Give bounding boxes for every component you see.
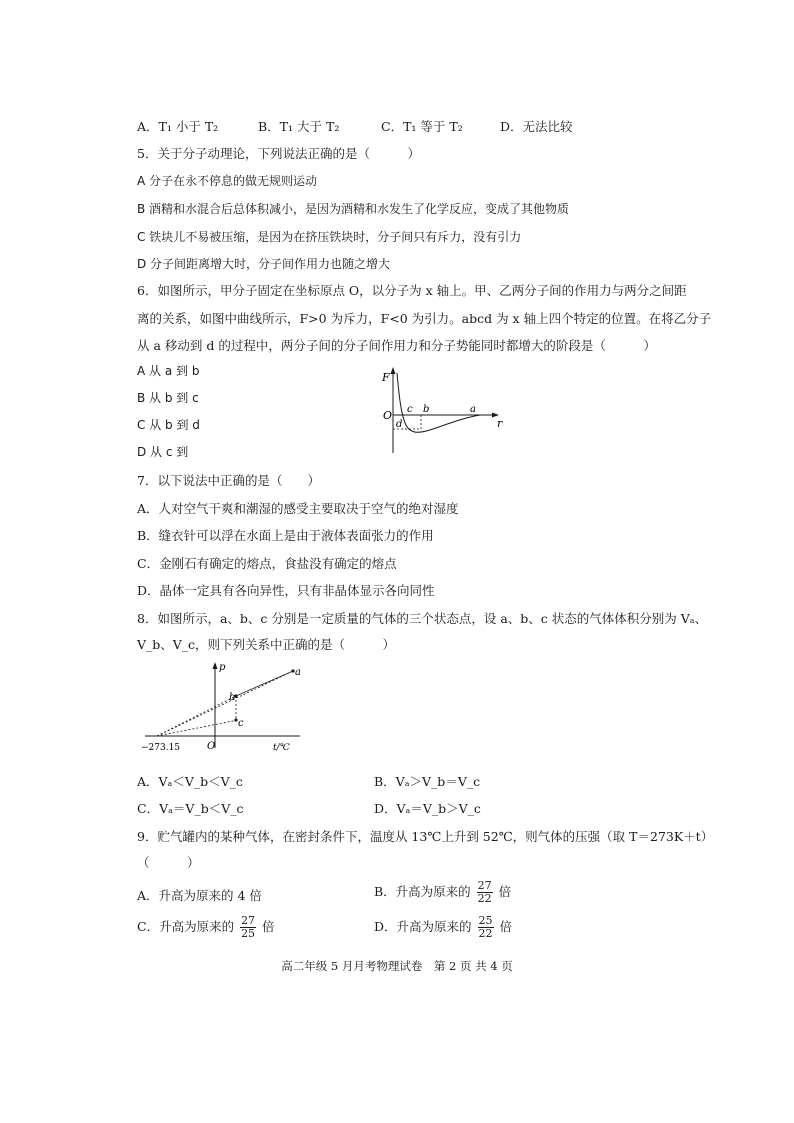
q8-option-a: A．Vₐ＜V_b＜V_c xyxy=(137,774,243,789)
q6-stem-line-2: 离的关系，如图中曲线所示，F>0 为斥力，F<0 为引力。abcd 为 x 轴上四个特定的位置。在将乙分子 xyxy=(137,311,712,326)
q7-stem: 7．以下说法中正确的是（ ） xyxy=(137,473,320,488)
q6-option-a: A 从 a 到 b xyxy=(137,364,200,378)
q6-y-label: F xyxy=(382,371,390,384)
q9-option-b-suffix: 倍 xyxy=(498,884,512,899)
q8-isochore-c xyxy=(157,720,238,736)
q9-option-b-numerator: 27 xyxy=(477,879,492,892)
q8-pressure-temperature-figure xyxy=(135,660,305,755)
q9-option-c-suffix: 倍 xyxy=(262,919,275,934)
q6-force-distance-figure xyxy=(375,365,505,455)
q7-option-d: D．晶体一定具有各向异性，只有非晶体显示各向同性 xyxy=(137,583,435,598)
q9-option-d-suffix: 倍 xyxy=(499,919,513,934)
q8-point-b: b xyxy=(229,692,236,703)
q7-option-b: B．缝衣针可以浮在水面上是由于液体表面张力的作用 xyxy=(137,528,434,543)
page-footer: 高二年级 5 月月考物理试卷 第 2 页 共 4 页 xyxy=(281,959,513,973)
q6-point-d: d xyxy=(396,419,403,430)
q7-option-c: C．金刚石有确定的熔点，食盐没有确定的熔点 xyxy=(137,556,397,571)
q8-point-c: c xyxy=(238,718,244,729)
q9-option-a-text: A．升高为原来的 4 倍 xyxy=(137,888,262,903)
q9-option-b-fraction xyxy=(477,880,493,905)
q6-origin-label: O xyxy=(383,409,393,422)
q8-isochore-b xyxy=(157,696,236,736)
q9-stem: 9．贮气罐内的某种气体，在密封条件下，温度从 13℃上升到 52℃，则气体的压强（取 T＝273K＋t） xyxy=(137,829,714,844)
q9-option-c-fraction xyxy=(240,915,256,940)
q8-isochore-a xyxy=(157,671,293,736)
q6-x-label: r xyxy=(497,417,503,430)
q9-option-b-prefix: B．升高为原来的 xyxy=(374,884,471,899)
q5-option-a: A 分子在永不停息的做无规则运动 xyxy=(137,174,318,188)
q9-option-c xyxy=(137,915,275,940)
q6-stem-line-3: 从 a 移动到 d 的过程中，两分子间的分子间作用力和分子势能同时都增大的阶段是（ ） xyxy=(137,338,656,353)
q6-point-a: a xyxy=(470,404,476,415)
q5-stem: 5．关于分子动理论，下列说法正确的是（ ） xyxy=(137,146,420,161)
q8-origin-label: O xyxy=(207,741,216,752)
q9-paren: （ ） xyxy=(137,855,200,870)
q6-stem-line-1: 6．如图所示，甲分子固定在坐标原点 O，以分子为 x 轴上。甲、乙两分子间的作用力与两分之间距 xyxy=(137,283,687,298)
q6-option-c: C 从 b 到 d xyxy=(137,418,200,432)
q8-point-a: a xyxy=(295,667,301,678)
q9-option-d-fraction xyxy=(478,915,494,940)
q8-x-tick: −273.15 xyxy=(141,743,181,753)
q9-option-d-numerator: 25 xyxy=(478,914,493,927)
q8-option-b: B．Vₐ＞V_b＝V_c xyxy=(374,774,481,789)
q5-option-d: D 分子间距离增大时，分子间作用力也随之增大 xyxy=(137,257,391,271)
q8-ab-segment xyxy=(236,671,293,696)
q5-option-b: B 酒精和水混合后总体积减小，是因为酒精和水发生了化学反应，变成了其他物质 xyxy=(137,202,570,216)
q6-option-b: B 从 b 到 c xyxy=(137,391,199,405)
q6-point-c: c xyxy=(407,404,413,415)
q5-option-c: C 铁块儿不易被压缩，是因为在挤压铁块时，分子间只有斥力，没有引力 xyxy=(137,230,522,244)
q8-p-axis-arrow xyxy=(213,662,218,669)
q9-option-c-prefix: C．升高为原来的 xyxy=(137,919,235,934)
q9-option-d-prefix: D．升高为原来的 xyxy=(374,919,472,934)
q9-option-c-denominator: 25 xyxy=(241,927,256,940)
q6-f-axis-arrow xyxy=(391,367,396,374)
q8-option-d: D．Vₐ＝V_b＞V_c xyxy=(374,801,481,816)
q9-option-d xyxy=(374,915,512,940)
q9-option-d-denominator: 22 xyxy=(478,927,493,940)
q4-option-a: A．T₁ 小于 T₂ xyxy=(137,119,219,134)
q9-option-a xyxy=(137,888,262,904)
q4-option-b: B．T₁ 大于 T₂ xyxy=(258,119,340,134)
q8-stem-line-2: V_b、V_c，则下列关系中正确的是（ ） xyxy=(137,637,396,652)
q9-option-b-denominator: 22 xyxy=(477,892,492,905)
q9-option-c-numerator: 27 xyxy=(241,914,256,927)
q9-option-b xyxy=(374,880,511,905)
q6-force-curve xyxy=(397,373,480,432)
q6-option-d: D 从 c 到 xyxy=(137,445,189,459)
q8-stem-line-1: 8．如图所示，a、b、c 分别是一定质量的气体的三个状态点，设 a、b、c 状态的气体体积分别为 Vₐ、 xyxy=(137,611,708,626)
q7-option-a: A．人对空气干爽和潮湿的感受主要取决于空气的绝对湿度 xyxy=(137,501,459,516)
q8-option-c: C．Vₐ＝V_b＜V_c xyxy=(137,801,244,816)
q6-point-b: b xyxy=(423,404,430,415)
q4-option-d: D．无法比较 xyxy=(500,119,573,134)
q8-y-label: p xyxy=(219,662,226,673)
q4-option-c: C．T₁ 等于 T₂ xyxy=(381,119,463,134)
q8-x-label: t/℃ xyxy=(273,743,290,753)
